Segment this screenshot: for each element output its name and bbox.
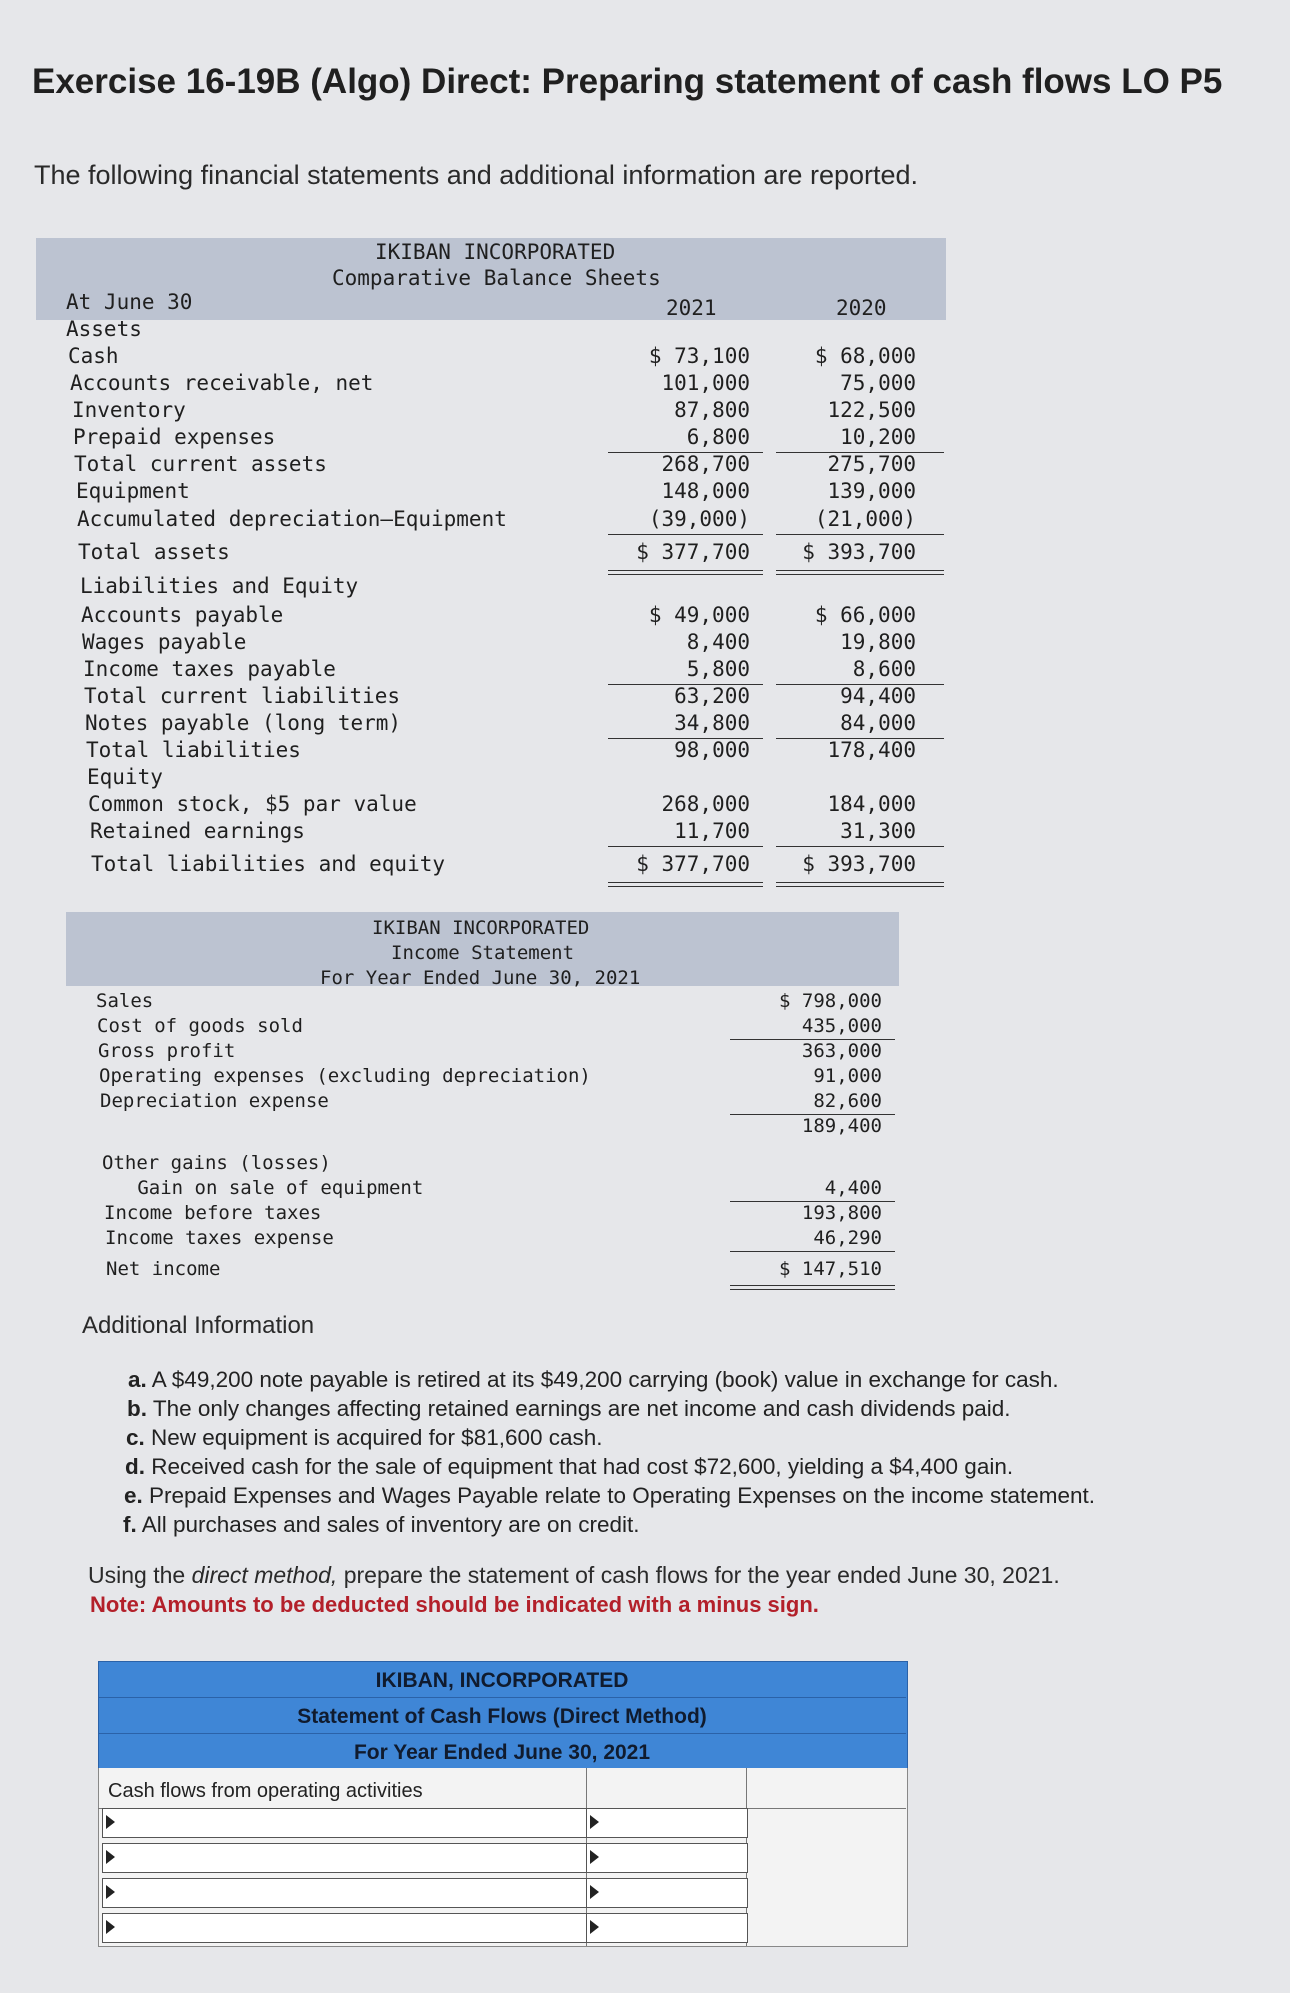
income-statement-subtitle: Income Statement <box>391 942 575 964</box>
cash-flow-section-label: Cash flows from operating activities <box>108 1780 423 1802</box>
income-statement-value: 363,000 <box>801 1040 882 1062</box>
additional-info-letter: e. <box>124 1483 143 1508</box>
balance-sheet-value-2020: 94,400 <box>840 684 916 708</box>
balance-sheet-subtitle: Comparative Balance Sheets <box>332 266 661 290</box>
income-statement-row <box>102 1152 902 1176</box>
dropdown-caret-icon <box>106 1885 115 1899</box>
subtotal-rule <box>730 1251 895 1252</box>
income-statement-row <box>103 1177 903 1201</box>
balance-sheet-row-label: Total current liabilities <box>84 684 401 708</box>
instruction-note: Note: Amounts to be deducted should be indicated with a minus sign. <box>90 1592 819 1617</box>
balance-sheet-value-2021: $ 377,700 <box>636 540 750 564</box>
additional-info-text: A $49,200 note payable is retired at its $49,200 carrying (book) value in exchange for cash. <box>151 1367 1059 1392</box>
income-statement-value: $ 147,510 <box>779 1258 882 1280</box>
balance-sheet-row <box>81 603 961 629</box>
additional-info-text: New equipment is acquired for $81,600 cash. <box>151 1425 603 1450</box>
subtotal-rule <box>776 534 944 535</box>
balance-sheet-company: IKIBAN INCORPORATED <box>375 240 616 264</box>
cash-flow-line-item-select[interactable] <box>102 1843 588 1873</box>
dropdown-caret-icon <box>590 1850 599 1864</box>
income-statement-row <box>99 1065 899 1089</box>
income-statement-row <box>105 1227 905 1251</box>
income-statement-value: 4,400 <box>824 1177 882 1199</box>
balance-sheet-value-2021: $ 49,000 <box>648 603 750 627</box>
balance-sheet-year-2020: 2020 <box>836 296 887 320</box>
cash-flow-header-divider <box>98 1697 906 1698</box>
balance-sheet-value-2021: $ 73,100 <box>648 344 750 368</box>
balance-sheet-value-2021: 98,000 <box>674 738 750 762</box>
balance-sheet-value-2021: 268,000 <box>661 792 750 816</box>
balance-sheet-value-2021: 148,000 <box>661 479 750 503</box>
cash-flow-period: For Year Ended June 30, 2021 <box>353 1741 651 1764</box>
income-statement-row-label: Depreciation expense <box>100 1090 329 1112</box>
balance-sheet-row <box>85 711 965 737</box>
additional-info-letter: c. <box>126 1425 145 1450</box>
balance-sheet-value-2021: 101,000 <box>661 371 750 395</box>
balance-sheet-row-label: Wages payable <box>82 630 247 654</box>
income-statement-company: IKIBAN INCORPORATED <box>372 917 590 939</box>
additional-info-item <box>124 1481 1095 1510</box>
additional-info-list <box>122 1365 1095 1539</box>
balance-sheet-row-label: Accounts receivable, net <box>70 371 374 395</box>
balance-sheet-row <box>66 317 946 343</box>
balance-sheet-row <box>91 852 971 878</box>
cash-flow-amount-input[interactable] <box>586 1843 748 1873</box>
balance-sheet-value-2021: 8,400 <box>686 630 750 654</box>
page-title: Exercise 16-19B (Algo) Direct: Preparing statement of cash flows LO P5 <box>32 62 1223 101</box>
balance-sheet-row-label: Accumulated depreciation—Equipment <box>77 507 507 531</box>
dropdown-caret-icon <box>106 1850 115 1864</box>
balance-sheet-value-2021: 87,800 <box>674 398 750 422</box>
balance-sheet-row <box>76 479 956 505</box>
additional-info-item <box>125 1452 1095 1481</box>
balance-sheet-value-2020: 122,500 <box>827 398 916 422</box>
income-statement-row-label: Gross profit <box>98 1040 236 1062</box>
additional-info-letter: d. <box>125 1454 145 1479</box>
balance-sheet-row-label: Notes payable (long term) <box>85 711 402 735</box>
balance-sheet-row-label: Liabilities and Equity <box>80 574 359 598</box>
additional-info-text: The only changes affecting retained earnings are net income and cash dividends paid. <box>152 1396 1011 1421</box>
income-statement-row-label: Cost of goods sold <box>97 1015 303 1037</box>
balance-sheet-row-label: Cash <box>68 344 119 368</box>
balance-sheet-row <box>68 344 948 370</box>
income-statement-row-label: Income taxes expense <box>105 1227 334 1249</box>
balance-sheet-value-2021: 6,800 <box>686 425 750 449</box>
balance-sheet-row-label: Total liabilities <box>86 738 301 762</box>
dropdown-caret-icon <box>106 1815 115 1829</box>
balance-sheet-row-label: Total current assets <box>74 452 327 476</box>
additional-info-heading: Additional Information <box>82 1312 315 1339</box>
balance-sheet-row-label: Assets <box>66 317 142 341</box>
additional-info-letter: a. <box>128 1367 147 1392</box>
income-statement-row <box>104 1202 904 1226</box>
balance-sheet-row <box>73 425 953 451</box>
income-statement-row <box>98 1040 898 1064</box>
dropdown-caret-icon <box>106 1920 115 1934</box>
balance-sheet-value-2020: $ 68,000 <box>814 344 916 368</box>
balance-sheet-value-2020: 19,800 <box>840 630 916 654</box>
balance-sheet-row-label: Accounts payable <box>81 603 284 627</box>
balance-sheet-row <box>74 452 954 478</box>
balance-sheet-row-label: Retained earnings <box>90 819 305 843</box>
balance-sheet-row-label: Equity <box>87 765 163 789</box>
balance-sheet-value-2021: $ 377,700 <box>636 852 750 876</box>
cash-flow-title: Statement of Cash Flows (Direct Method) <box>297 1705 707 1728</box>
income-statement-row-label: Income before taxes <box>104 1202 322 1224</box>
balance-sheet-row <box>88 792 968 818</box>
balance-sheet-row <box>90 819 970 845</box>
income-statement-row <box>97 1015 897 1039</box>
balance-sheet-value-2020: 8,600 <box>852 657 916 681</box>
additional-info-text: Prepaid Expenses and Wages Payable relate to Operating Expenses on the income statement. <box>149 1483 1096 1508</box>
balance-sheet-year-2021: 2021 <box>666 296 717 320</box>
income-statement-value: $ 798,000 <box>779 990 882 1012</box>
dropdown-caret-icon <box>590 1815 599 1829</box>
subtotal-rule <box>776 846 944 847</box>
balance-sheet-row <box>77 507 957 533</box>
cash-flow-line-item-select[interactable] <box>102 1878 588 1908</box>
income-statement-row <box>100 1090 900 1114</box>
dropdown-caret-icon <box>590 1885 599 1899</box>
additional-info-item <box>127 1394 1095 1423</box>
balance-sheet-row-label: Total assets <box>78 540 230 564</box>
additional-info-letter: b. <box>127 1396 147 1421</box>
balance-sheet-value-2021: 268,700 <box>661 452 750 476</box>
balance-sheet-row <box>84 684 964 710</box>
balance-sheet-value-2020: 31,300 <box>840 819 916 843</box>
balance-sheet-value-2020: 139,000 <box>827 479 916 503</box>
income-statement-row-label: Net income <box>106 1258 221 1280</box>
additional-info-item <box>126 1423 1095 1452</box>
balance-sheet-row <box>70 371 950 397</box>
income-statement-value: 435,000 <box>801 1015 882 1037</box>
income-statement-row <box>96 990 896 1014</box>
balance-sheet-row <box>82 630 962 656</box>
balance-sheet-row-label: Equipment <box>76 479 190 503</box>
balance-sheet-value-2020: 10,200 <box>840 425 916 449</box>
balance-sheet-row <box>83 657 963 683</box>
cash-flow-amount-input[interactable] <box>586 1913 748 1943</box>
income-statement-row <box>106 1258 906 1282</box>
cash-flow-line-item-select[interactable] <box>102 1913 588 1943</box>
balance-sheet-value-2021: 5,800 <box>686 657 750 681</box>
additional-info-item <box>123 1510 1095 1539</box>
additional-info-text: All purchases and sales of inventory are on credit. <box>141 1512 640 1537</box>
income-statement-row-label: Other gains (losses) <box>102 1152 331 1174</box>
total-double-rule <box>776 882 944 887</box>
additional-info-text: Received cash for the sale of equipment that had cost $72,600, yielding a $4,400 gain. <box>151 1454 1014 1479</box>
balance-sheet-row-label: Income taxes payable <box>83 657 336 681</box>
dropdown-caret-icon <box>590 1920 599 1934</box>
total-double-rule <box>730 1285 895 1290</box>
cash-flow-amount-input[interactable] <box>586 1878 748 1908</box>
subtotal-rule <box>608 846 763 847</box>
total-double-rule <box>608 882 763 887</box>
income-statement-row-label: Operating expenses (excluding depreciation) <box>99 1065 591 1087</box>
intro-text: The following financial statements and additional information are reported. <box>34 160 919 190</box>
income-statement-value: 46,290 <box>813 1227 882 1249</box>
cash-flow-company: IKIBAN, INCORPORATED <box>375 1669 629 1692</box>
cash-flow-amount-input[interactable] <box>586 1808 748 1838</box>
balance-sheet-row-label: Total liabilities and equity <box>91 852 446 876</box>
income-statement-value: 193,800 <box>801 1202 882 1224</box>
balance-sheet-value-2020: (21,000) <box>814 507 916 531</box>
income-statement-value: 189,400 <box>801 1115 882 1137</box>
balance-sheet-row-label: Prepaid expenses <box>73 425 276 449</box>
balance-sheet-row <box>87 765 967 791</box>
balance-sheet-row <box>72 398 952 424</box>
income-statement-row <box>101 1115 901 1139</box>
balance-sheet-value-2020: 275,700 <box>827 452 916 476</box>
additional-info-letter: f. <box>123 1512 137 1537</box>
income-statement-value: 82,600 <box>813 1090 882 1112</box>
income-statement-period: For Year Ended June 30, 2021 <box>320 967 641 989</box>
additional-info-item <box>128 1365 1095 1394</box>
balance-sheet-date-label: At June 30 <box>66 290 193 314</box>
income-statement-value: 91,000 <box>813 1065 882 1087</box>
balance-sheet-value-2021: 11,700 <box>674 819 750 843</box>
balance-sheet-row <box>78 540 958 566</box>
income-statement-row-label: Sales <box>96 990 154 1012</box>
balance-sheet-row-label: Inventory <box>72 398 186 422</box>
balance-sheet-value-2020: $ 66,000 <box>814 603 916 627</box>
income-statement-row-label: Gain on sale of equipment <box>103 1177 424 1199</box>
balance-sheet-value-2021: (39,000) <box>648 507 750 531</box>
balance-sheet-row-label: Common stock, $5 par value <box>88 792 417 816</box>
balance-sheet-value-2020: 184,000 <box>827 792 916 816</box>
balance-sheet-value-2020: $ 393,700 <box>802 852 916 876</box>
balance-sheet-value-2020: $ 393,700 <box>802 540 916 564</box>
balance-sheet-value-2021: 63,200 <box>674 684 750 708</box>
cash-flow-line-item-select[interactable] <box>102 1808 588 1838</box>
cash-flow-header-divider <box>98 1733 906 1734</box>
balance-sheet-row <box>80 574 960 600</box>
balance-sheet-value-2020: 75,000 <box>840 371 916 395</box>
balance-sheet-value-2020: 178,400 <box>827 738 916 762</box>
balance-sheet-value-2021: 34,800 <box>674 711 750 735</box>
instruction-text: Using the direct method, prepare the statement of cash flows for the year ended June 30, 2021. <box>88 1562 1060 1588</box>
subtotal-rule <box>608 534 763 535</box>
balance-sheet-row <box>86 738 966 764</box>
balance-sheet-value-2020: 84,000 <box>840 711 916 735</box>
